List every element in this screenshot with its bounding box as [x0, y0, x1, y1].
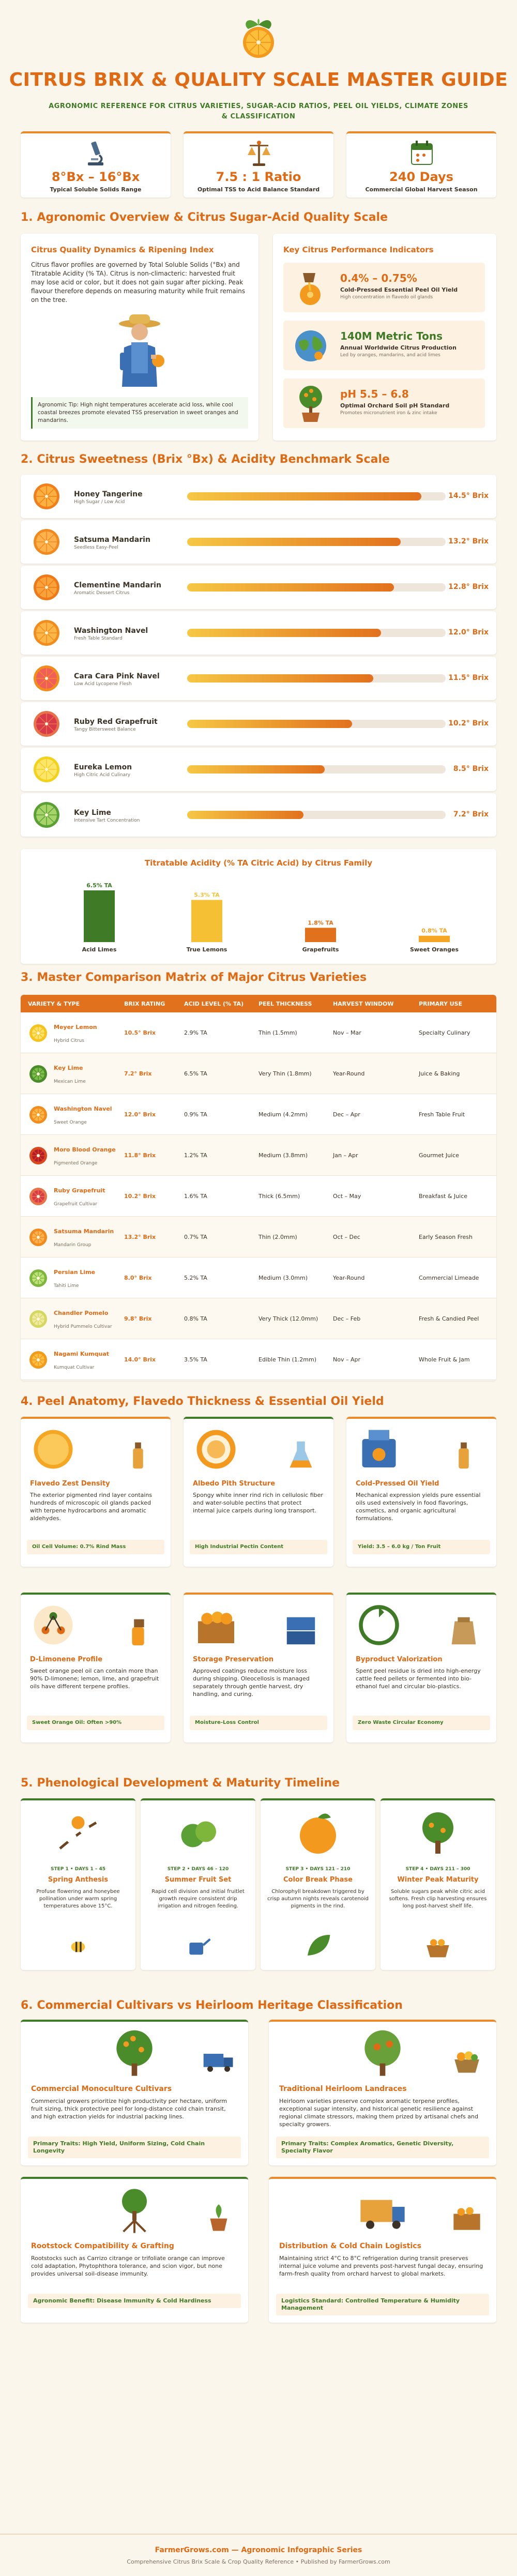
cell-peel: Medium (3.0mm): [258, 1275, 308, 1281]
cell-peel: Thin (2.0mm): [258, 1234, 297, 1240]
satsuma-icon: [32, 527, 61, 556]
kpi-value: pH 5.5 – 6.8: [340, 388, 409, 400]
stat-value: 8°Bx – 16°Bx: [51, 170, 140, 184]
step-title: Winter Peak Maturity: [397, 1876, 479, 1884]
step-label: STEP 3 • DAYS 121 – 210: [285, 1867, 351, 1872]
variety-name: Eureka Lemon: [74, 763, 132, 771]
brix-value: 10.2° Brix: [448, 719, 489, 728]
acidity-value-label: 1.8% TA: [308, 919, 333, 927]
cell-brix: 7.2° Brix: [124, 1070, 152, 1077]
cell-acid: 0.7% TA: [184, 1234, 207, 1240]
table-row[interactable]: [21, 1339, 496, 1380]
cell-acid: 1.2% TA: [184, 1152, 207, 1159]
card-title: Byproduct Valorization: [356, 1656, 443, 1663]
variety-name: Ruby Grapefruit: [54, 1187, 105, 1194]
cell-peel: Very Thick (12.0mm): [258, 1315, 318, 1322]
acidity-bar: [419, 936, 450, 942]
table-header: [21, 995, 496, 1012]
cell-acid: 0.9% TA: [184, 1111, 207, 1118]
cell-brix: 12.0° Brix: [124, 1111, 156, 1118]
card-badge: Sweet Orange Oil: Often >90%: [27, 1716, 164, 1730]
cell-use: Breakfast & Juice: [419, 1193, 468, 1200]
variety-name: Washington Navel: [74, 627, 148, 635]
comparison-table: [21, 995, 496, 1381]
blood-orange-icon: [28, 1145, 49, 1166]
footer: [0, 2534, 517, 2576]
card-badge: Primary Traits: Complex Aromatics, Genetic Diversity, Specialty Flavor: [276, 2136, 489, 2158]
sapling-roots-icon: [110, 2186, 159, 2236]
phenology-step: [141, 1798, 255, 1970]
footer-brand[interactable]: FarmerGrows.com — Agronomic Infographic Series: [155, 2546, 362, 2554]
fruiting-tree-icon: [415, 1810, 461, 1856]
peel-cross-section-icon: [193, 1426, 239, 1473]
kpi-soil-ph: [283, 378, 485, 428]
phenology-step: [381, 1798, 495, 1970]
variety-name: Honey Tangerine: [74, 490, 143, 498]
cell-harvest: Year-Round: [333, 1070, 365, 1077]
card-title: Traditional Heirloom Landraces: [279, 2085, 407, 2093]
potted-seedling-icon: [202, 2200, 236, 2234]
variety-name: Satsuma Mandarin: [74, 536, 150, 544]
reefer-truck-icon: [358, 2186, 407, 2236]
cell-acid: 3.5% TA: [184, 1356, 207, 1363]
acidity-category-label: Grapefruits: [302, 946, 339, 953]
stat-value: 7.5 : 1 Ratio: [216, 170, 301, 184]
kpi-label: Annual Worldwide Citrus Production: [340, 344, 457, 351]
key-lime-icon: [28, 1064, 49, 1084]
card-badge: High Industrial Pectin Content: [190, 1540, 327, 1554]
navel-orange-icon: [28, 1104, 49, 1125]
cell-brix: 8.0° Brix: [124, 1275, 152, 1281]
variety-descriptor: Seedless Easy-Peel: [74, 545, 118, 550]
cell-peel: Thin (1.5mm): [258, 1029, 297, 1036]
brix-bar-fill: [187, 583, 394, 592]
chart-title: Titratable Acidity (% TA Citric Acid) by Citrus Family: [144, 858, 373, 868]
acidity-category-label: Sweet Oranges: [409, 946, 459, 953]
card-badge: Agronomic Benefit: Disease Immunity & Cold Hardiness: [28, 2294, 241, 2308]
cell-acid: 5.2% TA: [184, 1275, 207, 1281]
section-heading: 6. Commercial Cultivars vs Heirloom Heritage Classification: [21, 1999, 403, 2012]
section-heading: 2. Citrus Sweetness (Brix °Bx) & Acidity Benchmark Scale: [21, 453, 390, 466]
stat-label: Commercial Global Harvest Season: [365, 186, 478, 193]
cell-peel: Medium (4.2mm): [258, 1111, 308, 1118]
variety-descriptor: Fresh Table Standard: [74, 636, 123, 641]
column-header: PRIMARY USE: [419, 1001, 463, 1007]
cell-use: Specialty Culinary: [419, 1029, 470, 1036]
card-body: The exterior pigmented rind layer contains hundreds of microscopic oil glands packed with terpene hydrocarbons and aromatic aldehydes.: [30, 1492, 153, 1522]
globe-icon: [293, 328, 329, 364]
molecule-icon: [30, 1602, 77, 1648]
grapefruit-icon: [32, 709, 61, 738]
card-body: Commercial growers prioritize high productivity per hectare, uniform fruit sizing, thick protective peel for long-distance cold chain transit, and high extraction yields for industrial packing lines.: [31, 2098, 227, 2120]
header: [0, 0, 517, 124]
cell-acid: 0.8% TA: [184, 1315, 207, 1322]
step-label: STEP 1 • DAYS 1 – 45: [50, 1867, 106, 1872]
column-header: PEEL THICKNESS: [258, 1001, 312, 1007]
card-badge: Logistics Standard: Controlled Temperature & Humidity Management: [276, 2294, 489, 2315]
panel-body: Citrus flavor profiles are governed by Total Soluble Solids (°Bx) and Titratable Acidity (% TA). Citrus is non-climacteric: harvested fruit may lose acid or color, but it does not gain sugar after picking. Peak flavour therefore depends on measuring maturity while fruit remains on the tree.: [31, 261, 245, 304]
balance-scale-icon: [246, 140, 272, 168]
farmer-illustration: [109, 311, 171, 389]
kpi-sub: Led by oranges, mandarins, and acid limes: [340, 353, 440, 358]
lab-flask-icon: [283, 1436, 319, 1473]
cell-peel: Thick (6.5mm): [258, 1193, 300, 1200]
brix-value: 14.5° Brix: [448, 492, 489, 500]
cell-harvest: Nov – Mar: [333, 1029, 361, 1036]
stat-card-brix-range: [21, 131, 171, 198]
variety-name: Key Lime: [54, 1065, 83, 1071]
table-row[interactable]: [21, 1012, 496, 1053]
variety-name: Chandler Pomelo: [54, 1310, 109, 1316]
truck-icon: [202, 2042, 236, 2077]
card-title: Distribution & Cold Chain Logistics: [279, 2242, 421, 2250]
peel-card: [21, 1593, 171, 1742]
cell-peel: Medium (3.8mm): [258, 1152, 308, 1159]
step-body: Profuse flowering and honeybee pollination under warm spring temperatures above 15°C.: [36, 1889, 120, 1909]
pomelo-icon: [28, 1309, 49, 1329]
stacked-crates-icon: [283, 1612, 319, 1648]
navel-orange-icon: [32, 618, 61, 647]
cell-use: Juice & Baking: [419, 1070, 460, 1077]
variety-descriptor: Aromatic Dessert Citrus: [74, 590, 130, 596]
lime-icon: [32, 800, 61, 829]
variety-type: Hybrid Citrus: [54, 1038, 84, 1043]
variety-name: Cara Cara Pink Navel: [74, 672, 160, 680]
step-body: Rapid cell division and initial fruitlet growth require consistent drip irrigation and nitrogen feeding.: [151, 1889, 245, 1909]
section-heading: 5. Phenological Development & Maturity Timeline: [21, 1777, 340, 1790]
brix-value: 8.5° Brix: [453, 765, 489, 773]
cell-use: Whole Fruit & Jam: [419, 1356, 470, 1363]
peel-card: [184, 1417, 333, 1567]
variety-type: Hybrid Pummelo Cultivar: [54, 1324, 112, 1329]
brix-bar-fill: [187, 811, 303, 819]
brix-bar-track: [187, 492, 446, 501]
card-body: Mechanical expression yields pure essential oils used extensively in food flavorings, cosmetics, and organic agricultural formulations.: [356, 1492, 481, 1522]
stat-value: 240 Days: [389, 170, 453, 184]
grapefruit-icon: [28, 1186, 49, 1207]
cell-harvest: Dec – Feb: [333, 1315, 361, 1322]
section-heading: 4. Peel Anatomy, Flavedo Thickness & Essential Oil Yield: [21, 1395, 384, 1408]
kpi-value: 140M Metric Tons: [340, 330, 443, 342]
cultivar-card: [21, 2177, 248, 2323]
card-body: Heirloom varieties preserve complex aromatic terpene profiles, exceptional sugar intensity, and historical genetic resilience against regional climate stressors, making them prized by artisanal chefs and specialty growers.: [279, 2098, 478, 2128]
footer-subtitle: Comprehensive Citrus Brix Scale & Crop Quality Reference • Published by FarmerGrows.com: [127, 2558, 390, 2565]
step-title: Color Break Phase: [283, 1876, 353, 1884]
clementine-icon: [32, 573, 61, 602]
column-header: VARIETY & TYPE: [28, 1001, 80, 1007]
cell-brix: 10.5° Brix: [124, 1029, 156, 1036]
crate-icon: [450, 2200, 484, 2234]
brix-bar-fill: [187, 674, 373, 683]
kpi-oil-yield: [283, 263, 485, 312]
step-label: STEP 4 • DAYS 211 – 300: [405, 1867, 470, 1872]
kpi-sub: Promotes micronutrient iron & zinc intake: [340, 411, 437, 416]
table-row[interactable]: [21, 1053, 496, 1094]
card-title: Commercial Monoculture Cultivars: [31, 2085, 172, 2093]
card-title: Storage Preservation: [193, 1656, 274, 1663]
brix-row: [21, 657, 496, 700]
acidity-bar: [191, 900, 222, 942]
card-badge: Zero Waste Circular Economy: [353, 1716, 490, 1730]
card-body: Maintaining strict 4°C to 8°C refrigeration during transit preserves internal juice volume and prevents post-harvest fungal decay, ensuring farm-fresh quality from orchard harvest to global markets.: [279, 2255, 483, 2277]
card-badge: Moisture-Loss Control: [190, 1716, 327, 1730]
card-title: Albedo Pith Structure: [193, 1480, 276, 1488]
honeybee-icon: [63, 1930, 94, 1961]
cell-brix: 13.2° Brix: [124, 1234, 156, 1240]
kpi-value: 0.4% – 0.75%: [340, 272, 417, 284]
step-body: Soluble sugars peak while citric acid softens. Fresh clip harvesting ensures long post-harvest shelf life.: [389, 1889, 487, 1909]
table-row[interactable]: [21, 1176, 496, 1217]
spray-bottle-icon: [120, 1612, 156, 1648]
variety-name: Clementine Mandarin: [74, 581, 161, 589]
variety-name: Satsuma Mandarin: [54, 1228, 114, 1235]
acidity-category-label: True Lemons: [186, 946, 227, 953]
kpi-production: [283, 321, 485, 370]
brix-bar-track: [187, 583, 446, 592]
table-body: [21, 1012, 496, 1381]
brix-value: 12.8° Brix: [448, 583, 489, 591]
variety-descriptor: Tangy Bittersweet Balance: [74, 727, 136, 732]
card-badge: Yield: 3.5 – 6.0 kg / Ton Fruit: [353, 1540, 490, 1554]
brix-row: [21, 793, 496, 837]
peel-card: [184, 1593, 333, 1742]
section-heading: 1. Agronomic Overview & Citrus Sugar-Acid Quality Scale: [21, 211, 388, 224]
variety-type: Mandarin Group: [54, 1242, 92, 1248]
brix-value: 7.2° Brix: [453, 810, 489, 819]
brix-row: [21, 566, 496, 609]
heirloom-tree-icon: [358, 2029, 407, 2079]
brix-value: 13.2° Brix: [448, 537, 489, 545]
feed-sack-icon: [446, 1612, 482, 1648]
cell-brix: 9.8° Brix: [124, 1315, 152, 1322]
column-header: BRIX RATING: [124, 1001, 165, 1007]
cell-acid: 1.6% TA: [184, 1193, 207, 1200]
storage-crate-icon: [193, 1602, 239, 1648]
peel-card: [346, 1417, 496, 1567]
stat-card-harvest: [346, 131, 496, 198]
step-title: Summer Fruit Set: [164, 1876, 232, 1884]
cell-acid: 6.5% TA: [184, 1070, 207, 1077]
brix-row: [21, 520, 496, 564]
cell-harvest: Oct – May: [333, 1193, 361, 1200]
acidity-bar: [84, 890, 115, 942]
lemon-icon: [32, 755, 61, 784]
acidity-bar: [305, 928, 336, 942]
step-title: Spring Anthesis: [48, 1876, 109, 1884]
peel-card: [346, 1593, 496, 1742]
variety-type: Grapefruit Cultivar: [54, 1202, 97, 1207]
cell-use: Commercial Limeade: [419, 1275, 479, 1281]
variety-name: Key Lime: [74, 809, 111, 817]
card-title: Cold-Pressed Oil Yield: [356, 1480, 439, 1488]
variety-type: Pigmented Orange: [54, 1161, 98, 1166]
variety-name: Washington Navel: [54, 1105, 112, 1112]
orange-with-leaves-icon: [238, 14, 279, 60]
acidity-bar-chart: [21, 870, 496, 963]
variety-descriptor: High Sugar / Low Acid: [74, 499, 125, 505]
cultivar-card: [21, 2020, 248, 2165]
cara-cara-icon: [32, 664, 61, 693]
step-body: Chlorophyll breakdown triggered by crisp autumn nights reveals carotenoid pigments in the rind.: [267, 1889, 369, 1909]
brix-value: 12.0° Brix: [448, 628, 489, 637]
acidity-category-label: Acid Limes: [82, 946, 117, 953]
card-title: Flavedo Zest Density: [30, 1480, 110, 1488]
fruit-basket-icon: [450, 2042, 484, 2077]
brix-bar-fill: [187, 492, 421, 501]
oil-press-machine-icon: [356, 1426, 402, 1473]
cell-use: Fresh Table Fruit: [419, 1111, 465, 1118]
microscope-icon: [84, 140, 108, 168]
card-body: Approved coatings reduce moisture loss during shipping. Oleocellosis is managed separately through gentle harvest, dry handling, and curing.: [193, 1668, 310, 1698]
kpi-label: Optimal Orchard Soil pH Standard: [340, 402, 450, 409]
cell-use: Gourmet Juice: [419, 1152, 459, 1159]
persian-lime-icon: [28, 1268, 49, 1289]
stat-label: Typical Soluble Solids Range: [50, 186, 142, 193]
tangerine-icon: [32, 482, 61, 511]
table-row[interactable]: [21, 1217, 496, 1257]
variety-name: Moro Blood Orange: [54, 1146, 116, 1153]
brix-bar-track: [187, 765, 446, 774]
acidity-value-label: 0.8% TA: [421, 927, 447, 934]
satsuma-icon: [28, 1227, 49, 1248]
table-row[interactable]: [21, 1135, 496, 1176]
page-subtitle: AGRONOMIC REFERENCE FOR CITRUS VARIETIES, SUGAR-ACID RATIOS, PEEL OIL YIELDS, CLIMATE ZONES & CLASSIFICATION: [49, 102, 468, 120]
brix-row: [21, 475, 496, 518]
brix-bar-fill: [187, 720, 352, 728]
stat-card-ratio: [184, 131, 333, 198]
brix-row: [21, 611, 496, 655]
leaf-icon: [302, 1930, 333, 1961]
blossom-branch-icon: [55, 1810, 101, 1856]
cell-harvest: Oct – Dec: [333, 1234, 360, 1240]
phenology-step: [261, 1798, 375, 1970]
step-label: STEP 2 • DAYS 46 – 120: [167, 1867, 229, 1872]
variety-descriptor: Intensive Tart Concentration: [74, 818, 140, 823]
oil-pour-icon: [293, 270, 329, 306]
cultivar-card: [269, 2020, 496, 2165]
watering-can-icon: [183, 1930, 214, 1961]
peel-card: [21, 1417, 171, 1567]
cell-harvest: Jan – Apr: [333, 1152, 358, 1159]
kpi-sub: High concentration in flavedo oil glands: [340, 295, 433, 300]
brix-bar-fill: [187, 538, 401, 546]
phenology-step: [21, 1798, 135, 1970]
harvest-basket-icon: [422, 1930, 453, 1961]
card-title: D-Limonene Profile: [30, 1656, 103, 1663]
variety-type: Tahiti Lime: [54, 1283, 79, 1289]
orange-slice-icon: [30, 1426, 77, 1473]
table-row[interactable]: [21, 1298, 496, 1339]
cell-harvest: Dec – Apr: [333, 1111, 360, 1118]
calendar-icon: [409, 140, 434, 166]
card-body: Rootstocks such as Carrizo citrange or trifoliate orange can improve cold adaptation, Phytophthora tolerance, and scion vigor, but none provides universal soil-disease immunity.: [31, 2255, 225, 2277]
panel-title: Citrus Quality Dynamics & Ripening Index: [31, 245, 214, 254]
brix-bar-track: [187, 629, 446, 637]
kpi-label: Cold-Pressed Essential Peel Oil Yield: [340, 286, 458, 293]
meyer-lemon-icon: [28, 1023, 49, 1043]
variety-name: Ruby Red Grapefruit: [74, 718, 158, 726]
card-body: Sweet orange peel oil can contain more than 90% D-limonene; lemon, lime, and grapefruit oils have different terpene profiles.: [30, 1668, 159, 1690]
agronomic-tip: Agronomic Tip: High night temperatures accelerate acid loss, while cool coastal breezes promote elevated TSS preservation in sweet oranges and mandarins.: [31, 397, 248, 429]
cell-brix: 10.2° Brix: [124, 1193, 156, 1200]
brix-row: [21, 748, 496, 791]
brix-bar-fill: [187, 629, 381, 637]
brix-bar-track: [187, 674, 446, 683]
cell-acid: 2.9% TA: [184, 1029, 207, 1036]
column-header: HARVEST WINDOW: [333, 1001, 394, 1007]
cell-brix: 14.0° Brix: [124, 1356, 156, 1363]
green-fruit-icon: [175, 1810, 221, 1856]
cell-harvest: Nov – Apr: [333, 1356, 360, 1363]
page-title: CITRUS BRIX & QUALITY SCALE MASTER GUIDE: [9, 69, 508, 90]
brix-bar-track: [187, 811, 446, 819]
oil-bottle-icon: [120, 1436, 156, 1473]
cell-use: Fresh & Candied Peel: [419, 1315, 479, 1322]
brix-bar-track: [187, 538, 446, 546]
cell-harvest: Year-Round: [333, 1275, 365, 1281]
variety-type: Kumquat Cultivar: [54, 1365, 95, 1370]
variety-name: Persian Lime: [54, 1269, 96, 1276]
section-heading: 3. Master Comparison Matrix of Major Citrus Varieties: [21, 971, 367, 984]
ripening-orange-icon: [295, 1810, 341, 1856]
stat-label: Optimal TSS to Acid Balance Standard: [197, 186, 320, 193]
brix-bar-track: [187, 720, 446, 728]
card-title: Rootstock Compatibility & Grafting: [31, 2242, 174, 2250]
variety-type: Sweet Orange: [54, 1120, 87, 1125]
kumquat-icon: [28, 1350, 49, 1370]
orchard-tree-icon: [110, 2029, 159, 2079]
variety-name: Meyer Lemon: [54, 1024, 97, 1031]
variety-descriptor: High Citric Acid Culinary: [74, 772, 131, 778]
cell-use: Early Season Fresh: [419, 1234, 473, 1240]
recycle-icon: [356, 1602, 402, 1648]
quality-dynamics-panel: [21, 234, 258, 441]
brix-bar-fill: [187, 765, 325, 774]
variety-name: Nagami Kumquat: [54, 1351, 109, 1357]
cell-peel: Edible Thin (1.2mm): [258, 1356, 317, 1363]
brix-value: 11.5° Brix: [448, 674, 489, 682]
variety-type: Mexican Lime: [54, 1079, 86, 1084]
potted-tree-icon: [293, 384, 329, 423]
cell-brix: 11.8° Brix: [124, 1152, 156, 1159]
variety-descriptor: Low Acid Lycopene Flesh: [74, 681, 132, 687]
table-row[interactable]: [21, 1257, 496, 1298]
cultivar-card: [269, 2177, 496, 2323]
card-body: Spent peel residue is dried into high-energy cattle feed pellets or fermented into bio-ethanol fuel and circular bio-plastics.: [356, 1668, 481, 1690]
brix-row: [21, 702, 496, 746]
table-row[interactable]: [21, 1094, 496, 1135]
acidity-chart-panel: [21, 849, 496, 964]
cell-peel: Very Thin (1.8mm): [258, 1070, 312, 1077]
acidity-value-label: 5.3% TA: [194, 891, 220, 899]
card-badge: Primary Traits: High Yield, Uniform Sizing, Cold Chain Longevity: [28, 2136, 241, 2158]
oil-bottle-icon: [446, 1436, 482, 1473]
card-badge: Oil Cell Volume: 0.7% Rind Mass: [27, 1540, 164, 1554]
column-header: ACID LEVEL (% TA): [184, 1001, 244, 1007]
card-body: Spongy white inner rind rich in cellulosic fiber and water-soluble pectins that protect internal juice carpels during long transport.: [193, 1492, 323, 1514]
acidity-value-label: 6.5% TA: [86, 882, 112, 889]
panel-title: Key Citrus Performance Indicators: [283, 245, 434, 254]
